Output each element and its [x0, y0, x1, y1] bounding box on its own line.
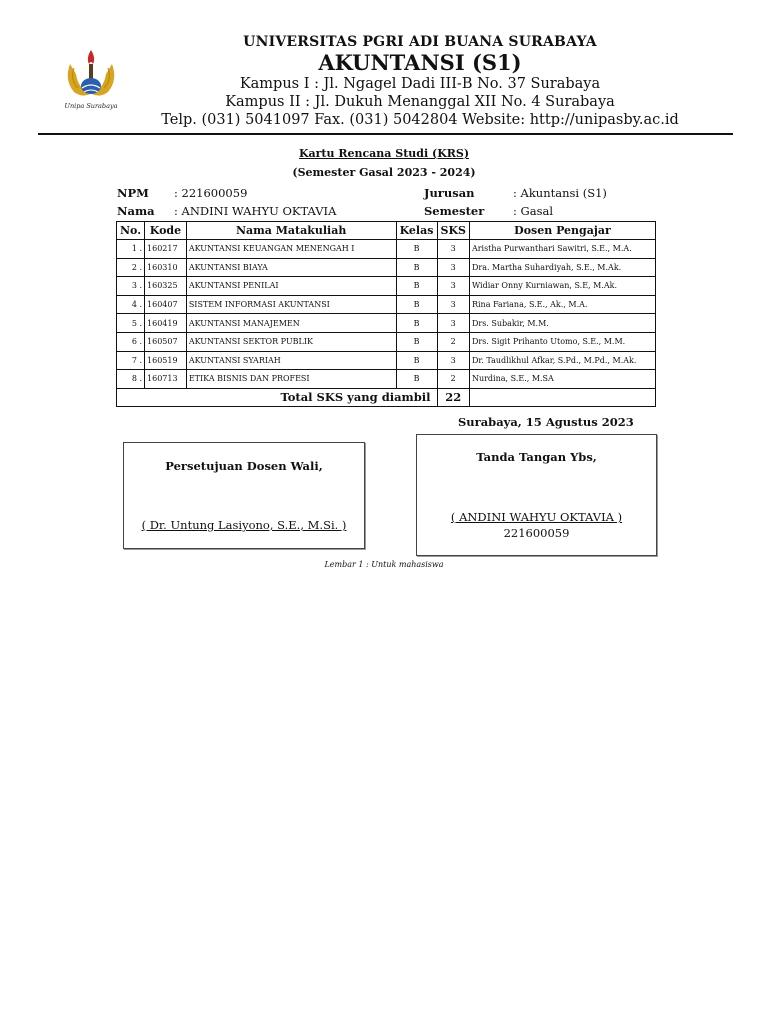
row-nama: AKUNTANSI KEUANGAN MENENGAH I [186, 240, 396, 259]
row-nama: AKUNTANSI PENILAI [186, 277, 396, 296]
header-divider [38, 133, 733, 135]
row-dosen: Dra. Martha Suhardiyah, S.E., M.Ak. [469, 258, 655, 277]
row-kode: 160325 [145, 277, 187, 296]
row-no: 4 . [117, 295, 145, 314]
row-no: 2 . [117, 258, 145, 277]
semester-value: : Gasal [513, 204, 554, 218]
table-row [117, 295, 656, 314]
student-signature-box [416, 434, 657, 556]
col-header-no: No. [117, 222, 145, 240]
logo-caption: Unipa Surabaya [64, 102, 118, 110]
advisor-title: Persetujuan Dosen Wali, [165, 459, 323, 473]
university-name: UNIVERSITAS PGRI ADI BUANA SURABAYA [243, 34, 597, 50]
npm-label: NPM [117, 186, 149, 200]
row-kelas: B [396, 295, 437, 314]
row-dosen: Aristha Purwanthari Sawitri, S.E., M.A. [469, 240, 655, 259]
row-nama: AKUNTANSI BIAYA [186, 258, 396, 277]
row-kode: 160507 [145, 332, 187, 351]
total-empty-cell [469, 388, 655, 406]
row-no: 5 . [117, 314, 145, 333]
student-sign-npm: 221600059 [503, 526, 570, 540]
row-kode: 160407 [145, 295, 187, 314]
advisor-name: ( Dr. Untung Lasiyono, S.E., M.Si. ) [141, 518, 347, 532]
table-row [117, 314, 656, 333]
row-kode: 160519 [145, 351, 187, 370]
document-subtitle: (Semester Gasal 2023 - 2024) [292, 166, 476, 179]
row-dosen: Drs. Sigit Prihanto Utomo, S.E., M.M. [469, 332, 655, 351]
col-header-kelas: Kelas [396, 222, 437, 240]
address-line-1: Kampus I : Jl. Ngagel Dadi III-B No. 37 Surabaya [239, 76, 601, 92]
row-kelas: B [396, 240, 437, 259]
row-kode: 160310 [145, 258, 187, 277]
total-sks-value: 22 [437, 388, 469, 406]
table-row [117, 370, 656, 389]
advisor-approval-box [123, 442, 365, 549]
row-no: 6 . [117, 332, 145, 351]
table-row [117, 351, 656, 370]
col-header-dosen: Dosen Pengajar [469, 222, 655, 240]
row-kelas: B [396, 332, 437, 351]
table-row [117, 332, 656, 351]
row-dosen: Nurdina, S.E., M.SA [469, 370, 655, 389]
col-header-nama: Nama Matakuliah [186, 222, 396, 240]
major-label: Jurusan [424, 186, 475, 200]
table-row [117, 277, 656, 296]
row-sks: 2 [437, 332, 469, 351]
row-sks: 3 [437, 277, 469, 296]
row-no: 3 . [117, 277, 145, 296]
row-nama: AKUNTANSI MANAJEMEN [186, 314, 396, 333]
row-nama: AKUNTANSI SEKTOR PUBLIK [186, 332, 396, 351]
row-kelas: B [396, 370, 437, 389]
row-kode: 160713 [145, 370, 187, 389]
total-sks-label: Total SKS yang diambil [117, 388, 438, 406]
row-kode: 160419 [145, 314, 187, 333]
row-nama: ETIKA BISNIS DAN PROFESI [186, 370, 396, 389]
address-line-2: Kampus II : Jl. Dukuh Menanggal XII No. 4 Surabaya [225, 94, 615, 110]
row-dosen: Drs. Subakir, M.M. [469, 314, 655, 333]
row-sks: 3 [437, 240, 469, 259]
contact-line: Telp. (031) 5041097 Fax. (031) 5042804 Website: http://unipasby.ac.id [161, 112, 679, 128]
row-dosen: Widiar Onny Kurniawan, S.E, M.Ak. [469, 277, 655, 296]
row-nama: AKUNTANSI SYARIAH [186, 351, 396, 370]
row-sks: 3 [437, 314, 469, 333]
row-kode: 160217 [145, 240, 187, 259]
row-sks: 2 [437, 370, 469, 389]
document-title: Kartu Rencana Studi (KRS) [298, 147, 470, 160]
letterhead [130, 34, 710, 129]
table-header-row [117, 222, 656, 240]
program-name: AKUNTANSI (S1) [318, 50, 522, 75]
student-sign-name: ( ANDINI WAHYU OKTAVIA ) [450, 510, 623, 524]
row-no: 1 . [117, 240, 145, 259]
student-sign-title: Tanda Tangan Ybs, [476, 450, 597, 464]
row-dosen: Rina Fariana, S.E., Ak., M.A. [469, 295, 655, 314]
row-nama: SISTEM INFORMASI AKUNTANSI [186, 295, 396, 314]
row-sks: 3 [437, 258, 469, 277]
row-kelas: B [396, 314, 437, 333]
row-sks: 3 [437, 351, 469, 370]
row-no: 8 . [117, 370, 145, 389]
signing-date: Surabaya, 15 Agustus 2023 [458, 415, 634, 429]
col-header-kode: Kode [145, 222, 187, 240]
university-logo [60, 44, 122, 114]
name-label: Nama [117, 204, 155, 218]
col-header-sks: SKS [437, 222, 469, 240]
major-value: : Akuntansi (S1) [513, 186, 607, 200]
row-kelas: B [396, 351, 437, 370]
table-row [117, 258, 656, 277]
row-sks: 3 [437, 295, 469, 314]
row-kelas: B [396, 258, 437, 277]
row-dosen: Dr. Taudlikhul Afkar, S.Pd., M.Pd., M.Ak. [469, 351, 655, 370]
row-kelas: B [396, 277, 437, 296]
npm-value: : 221600059 [174, 186, 248, 200]
course-table [116, 221, 656, 407]
semester-label: Semester [424, 204, 485, 218]
table-row [117, 240, 656, 259]
name-value: : ANDINI WAHYU OKTAVIA [174, 204, 337, 218]
row-no: 7 . [117, 351, 145, 370]
sheet-note: Lembar 1 : Untuk mahasiswa [324, 560, 444, 569]
total-row [117, 388, 656, 406]
